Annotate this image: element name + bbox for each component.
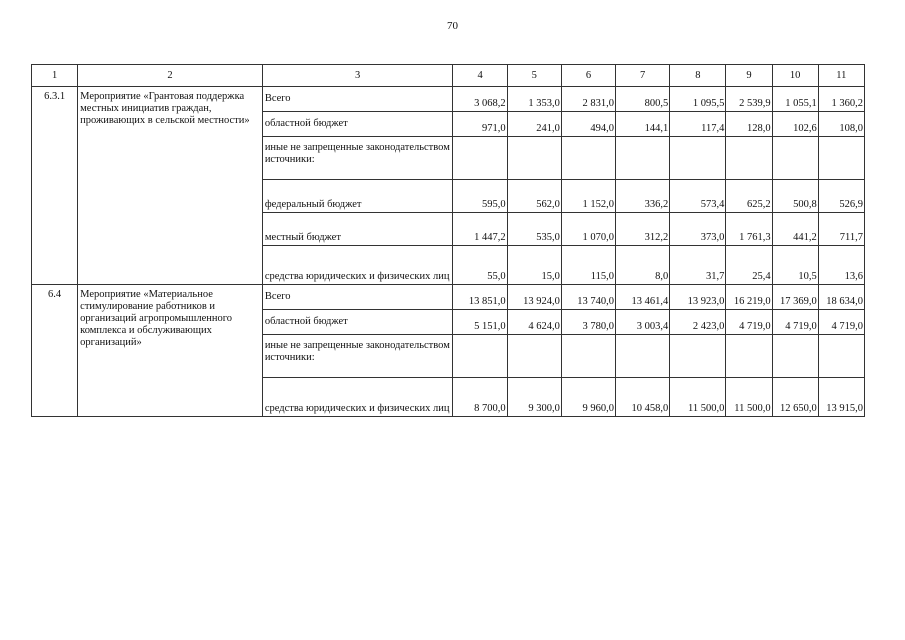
- column-header: 8: [670, 65, 726, 87]
- table-cell: 9 300,0: [507, 378, 561, 417]
- table-cell: 9 960,0: [561, 378, 615, 417]
- table-cell: 500,8: [772, 180, 818, 213]
- table-cell: 535,0: [507, 213, 561, 246]
- column-header: 11: [818, 65, 864, 87]
- funding-source: средства юридических и физических лиц: [262, 378, 453, 417]
- funding-source: Всего: [262, 285, 453, 310]
- column-header: 6: [561, 65, 615, 87]
- table-cell: 13 461,4: [616, 285, 670, 310]
- table-cell: 625,2: [726, 180, 772, 213]
- table-cell: 4 624,0: [507, 310, 561, 335]
- column-header: 5: [507, 65, 561, 87]
- table-cell: 494,0: [561, 112, 615, 137]
- table-cell: 17 369,0: [772, 285, 818, 310]
- table-cell: 1 761,3: [726, 213, 772, 246]
- activity-code: 6.3.1: [32, 87, 78, 285]
- table-cell: 31,7: [670, 246, 726, 285]
- budget-table: [31, 64, 865, 417]
- table-cell: 1 095,5: [670, 87, 726, 112]
- table-cell: 441,2: [772, 213, 818, 246]
- table-cell: 336,2: [616, 180, 670, 213]
- table-cell: 10,5: [772, 246, 818, 285]
- table-cell: 1 152,0: [561, 180, 615, 213]
- funding-source: Всего: [262, 87, 453, 112]
- funding-source: средства юридических и физических лиц: [262, 246, 453, 285]
- activity-name: Мероприятие «Грантовая поддержка местных инициатив граждан, проживающих в сельской местности»: [78, 87, 263, 285]
- table-cell: 971,0: [453, 112, 507, 137]
- table-cell: [670, 335, 726, 378]
- table-cell: 18 634,0: [818, 285, 864, 310]
- table-cell: 2 423,0: [670, 310, 726, 335]
- table-cell: [616, 137, 670, 180]
- table-cell: 800,5: [616, 87, 670, 112]
- table-cell: 241,0: [507, 112, 561, 137]
- table-cell: 12 650,0: [772, 378, 818, 417]
- column-header: 1: [32, 65, 78, 87]
- table-cell: 526,9: [818, 180, 864, 213]
- activity-name: Мероприятие «Материальное стимулирование работников и организаций агропромышленного комплекса и обслуживающих организаций»: [78, 285, 263, 417]
- table-cell: 55,0: [453, 246, 507, 285]
- column-header: 3: [262, 65, 453, 87]
- table-cell: 13,6: [818, 246, 864, 285]
- table-cell: 8,0: [616, 246, 670, 285]
- table-cell: 108,0: [818, 112, 864, 137]
- table-cell: 13 740,0: [561, 285, 615, 310]
- table-cell: 115,0: [561, 246, 615, 285]
- table-cell: 4 719,0: [818, 310, 864, 335]
- table-cell: 15,0: [507, 246, 561, 285]
- table-cell: 25,4: [726, 246, 772, 285]
- table-cell: 13 923,0: [670, 285, 726, 310]
- page-number: 70: [447, 20, 458, 32]
- table-cell: 711,7: [818, 213, 864, 246]
- table-row: [32, 87, 865, 112]
- table-cell: 3 003,4: [616, 310, 670, 335]
- table-cell: 2 539,9: [726, 87, 772, 112]
- table-cell: 373,0: [670, 213, 726, 246]
- table-cell: 10 458,0: [616, 378, 670, 417]
- table-cell: 1 360,2: [818, 87, 864, 112]
- table-cell: 11 500,0: [726, 378, 772, 417]
- funding-source: областной бюджет: [262, 112, 453, 137]
- column-header: 10: [772, 65, 818, 87]
- table-cell: [726, 137, 772, 180]
- table-cell: [453, 137, 507, 180]
- table-cell: 3 780,0: [561, 310, 615, 335]
- table-cell: [818, 335, 864, 378]
- funding-source: иные не запрещенные законодательством источники:: [262, 137, 453, 180]
- table-cell: 16 219,0: [726, 285, 772, 310]
- table-cell: 144,1: [616, 112, 670, 137]
- table-cell: 5 151,0: [453, 310, 507, 335]
- column-header: 2: [78, 65, 263, 87]
- table-cell: [507, 137, 561, 180]
- table-cell: [561, 335, 615, 378]
- table-cell: [726, 335, 772, 378]
- table-cell: 128,0: [726, 112, 772, 137]
- activity-code: 6.4: [32, 285, 78, 417]
- table-cell: 595,0: [453, 180, 507, 213]
- table-cell: [818, 137, 864, 180]
- table-cell: 13 924,0: [507, 285, 561, 310]
- table-cell: 102,6: [772, 112, 818, 137]
- table-cell: 117,4: [670, 112, 726, 137]
- funding-source: федеральный бюджет: [262, 180, 453, 213]
- table-cell: 573,4: [670, 180, 726, 213]
- column-header: 4: [453, 65, 507, 87]
- table-cell: 1 070,0: [561, 213, 615, 246]
- header-row: [32, 65, 865, 87]
- table-cell: [670, 137, 726, 180]
- column-header: 9: [726, 65, 772, 87]
- table-cell: [616, 335, 670, 378]
- table-cell: 2 831,0: [561, 87, 615, 112]
- table-cell: 4 719,0: [772, 310, 818, 335]
- table-cell: 4 719,0: [726, 310, 772, 335]
- funding-source: местный бюджет: [262, 213, 453, 246]
- table-row: [32, 285, 865, 310]
- table-cell: [453, 335, 507, 378]
- table-cell: [772, 335, 818, 378]
- funding-source: иные не запрещенные законодательством источники:: [262, 335, 453, 378]
- table-cell: 11 500,0: [670, 378, 726, 417]
- table-cell: [561, 137, 615, 180]
- table-cell: 8 700,0: [453, 378, 507, 417]
- table-cell: [772, 137, 818, 180]
- table-cell: 3 068,2: [453, 87, 507, 112]
- table-cell: 1 353,0: [507, 87, 561, 112]
- table-cell: 1 447,2: [453, 213, 507, 246]
- table-cell: 13 851,0: [453, 285, 507, 310]
- table-cell: [507, 335, 561, 378]
- table-cell: 312,2: [616, 213, 670, 246]
- column-header: 7: [616, 65, 670, 87]
- funding-source: областной бюджет: [262, 310, 453, 335]
- table-cell: 1 055,1: [772, 87, 818, 112]
- table-cell: 13 915,0: [818, 378, 864, 417]
- table-cell: 562,0: [507, 180, 561, 213]
